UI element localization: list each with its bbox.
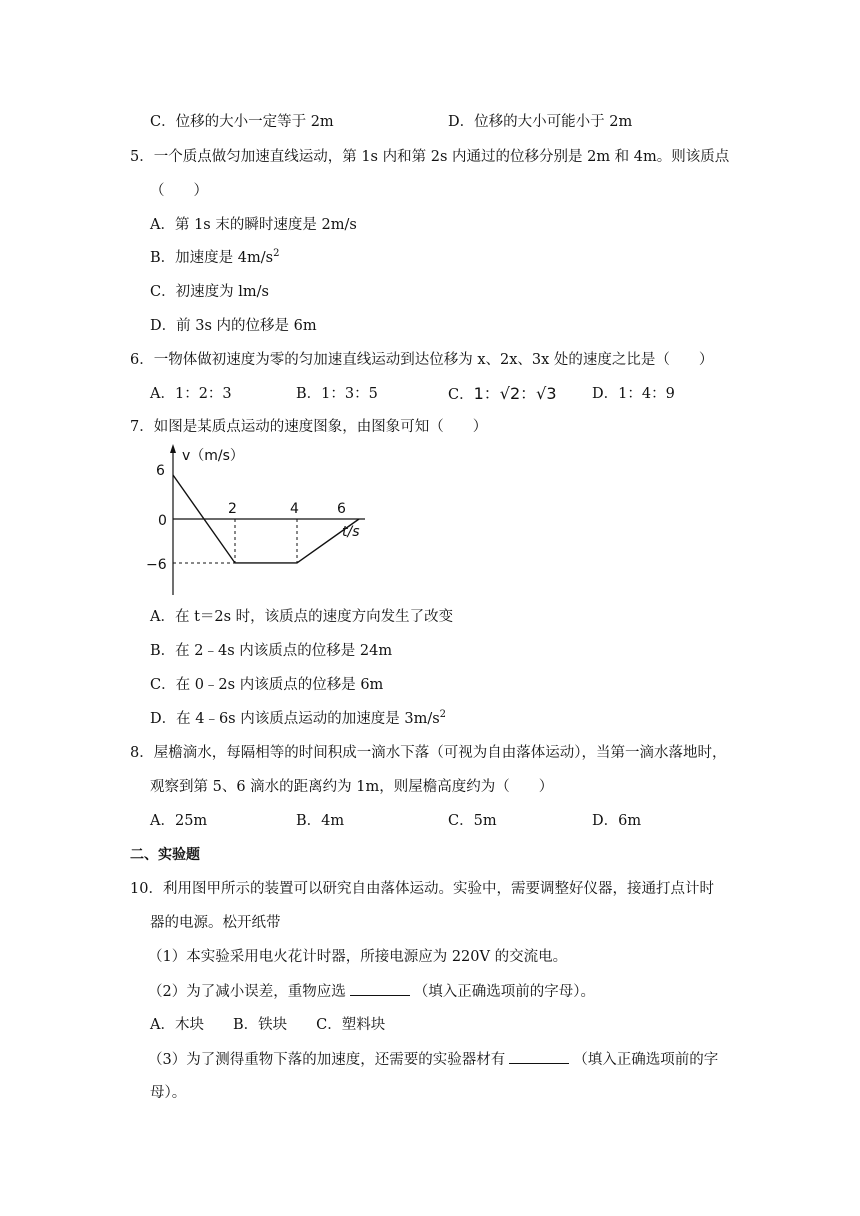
q5-option-c: C．初速度为 lm/s [150, 284, 269, 300]
q7-option-c: C．在 0﹣2s 内该质点的位移是 6m [150, 677, 384, 693]
q6-option-c: C．1：√2：√3 [448, 384, 557, 403]
answer-blank-2[interactable] [350, 981, 410, 996]
q10-stem-line1: 10．利用图甲所示的装置可以研究自由落体运动。实验中，需要调整好仪器，接通打点计时 [130, 881, 714, 897]
q10-stem-line2: 器的电源。松开纸带 [150, 915, 281, 931]
x-tick-4: 4 [290, 501, 299, 517]
q7-option-d: D．在 4﹣6s 内该质点运动的加速度是 $3m/s^2$ [150, 709, 447, 727]
q10-part3: （3）为了测得重物下落的加速度，还需要的实验器材有 （填入正确选项前的字 [148, 1049, 718, 1070]
xlabel: t/s [342, 524, 360, 540]
q10-part1: （1）本实验采用电火花计时器，所接电源应为 220V 的交流电。 [148, 949, 568, 965]
q6-option-b: B．1：3：5 [296, 386, 378, 402]
q5-paren: （ ） [150, 183, 208, 199]
q7-stem: 7．如图是某质点运动的速度图象，由图象可知（ ） [130, 419, 488, 435]
y-tick-neg6: −6 [146, 557, 167, 573]
q5-stem: 5．一个质点做匀加速直线运动，第 1s 内和第 2s 内通过的位移分别是 2m 和 4m。则该质点 [130, 149, 730, 165]
q8-option-b: B．4m [296, 813, 345, 829]
q10-part2-options: A．木块 B．铁块 C．塑料块 [150, 1017, 386, 1033]
q10-part3-cont: 母）。 [150, 1085, 187, 1101]
q6-option-d: D．1：4：9 [592, 386, 675, 402]
q8-stem-line2: 观察到第 5、6 滴水的距离约为 1m，则屋檐高度约为（ ） [150, 779, 554, 795]
q6-option-a: A．1：2：3 [150, 386, 232, 402]
q5-option-a: A．第 1s 末的瞬时速度是 2m/s [150, 217, 357, 233]
q8-stem-line1: 8．屋檐滴水，每隔相等的时间积成一滴水下落（可视为自由落体运动），当第一滴水落地时， [130, 745, 727, 761]
q10-part2: （2）为了减小误差，重物应选 （填入正确选项前的字母）。 [148, 981, 595, 1002]
q7-option-b: B．在 2﹣4s 内该质点的位移是 24m [150, 643, 393, 659]
velocity-time-graph [140, 440, 380, 600]
answer-blank-3[interactable] [509, 1049, 569, 1064]
q4-option-d: D．位移的大小可能小于 2m [448, 114, 633, 130]
q7-option-a: A．在 t＝2s 时，该质点的速度方向发生了改变 [150, 609, 454, 625]
q8-option-a: A．25m [150, 813, 208, 829]
x-tick-6: 6 [337, 501, 346, 517]
q5-option-d: D．前 3s 内的位移是 6m [150, 318, 317, 334]
q5-option-b: B．加速度是 $4m/s^2$ [150, 248, 280, 266]
q4-option-c: C．位移的大小一定等于 2m [150, 114, 334, 130]
x-tick-2: 2 [228, 501, 237, 517]
y-tick-0: 0 [158, 513, 167, 529]
q8-option-c: C．5m [448, 813, 497, 829]
ylabel: v（m/s） [182, 448, 244, 464]
q6-stem: 6．一物体做初速度为零的匀加速直线运动到达位移为 x、2x、3x 处的速度之比是（ ） [130, 352, 714, 368]
section-title: 二、实验题 [130, 847, 200, 863]
q8-option-d: D．6m [592, 813, 642, 829]
y-tick-6: 6 [156, 463, 165, 479]
v-axis-arrow [170, 444, 176, 453]
